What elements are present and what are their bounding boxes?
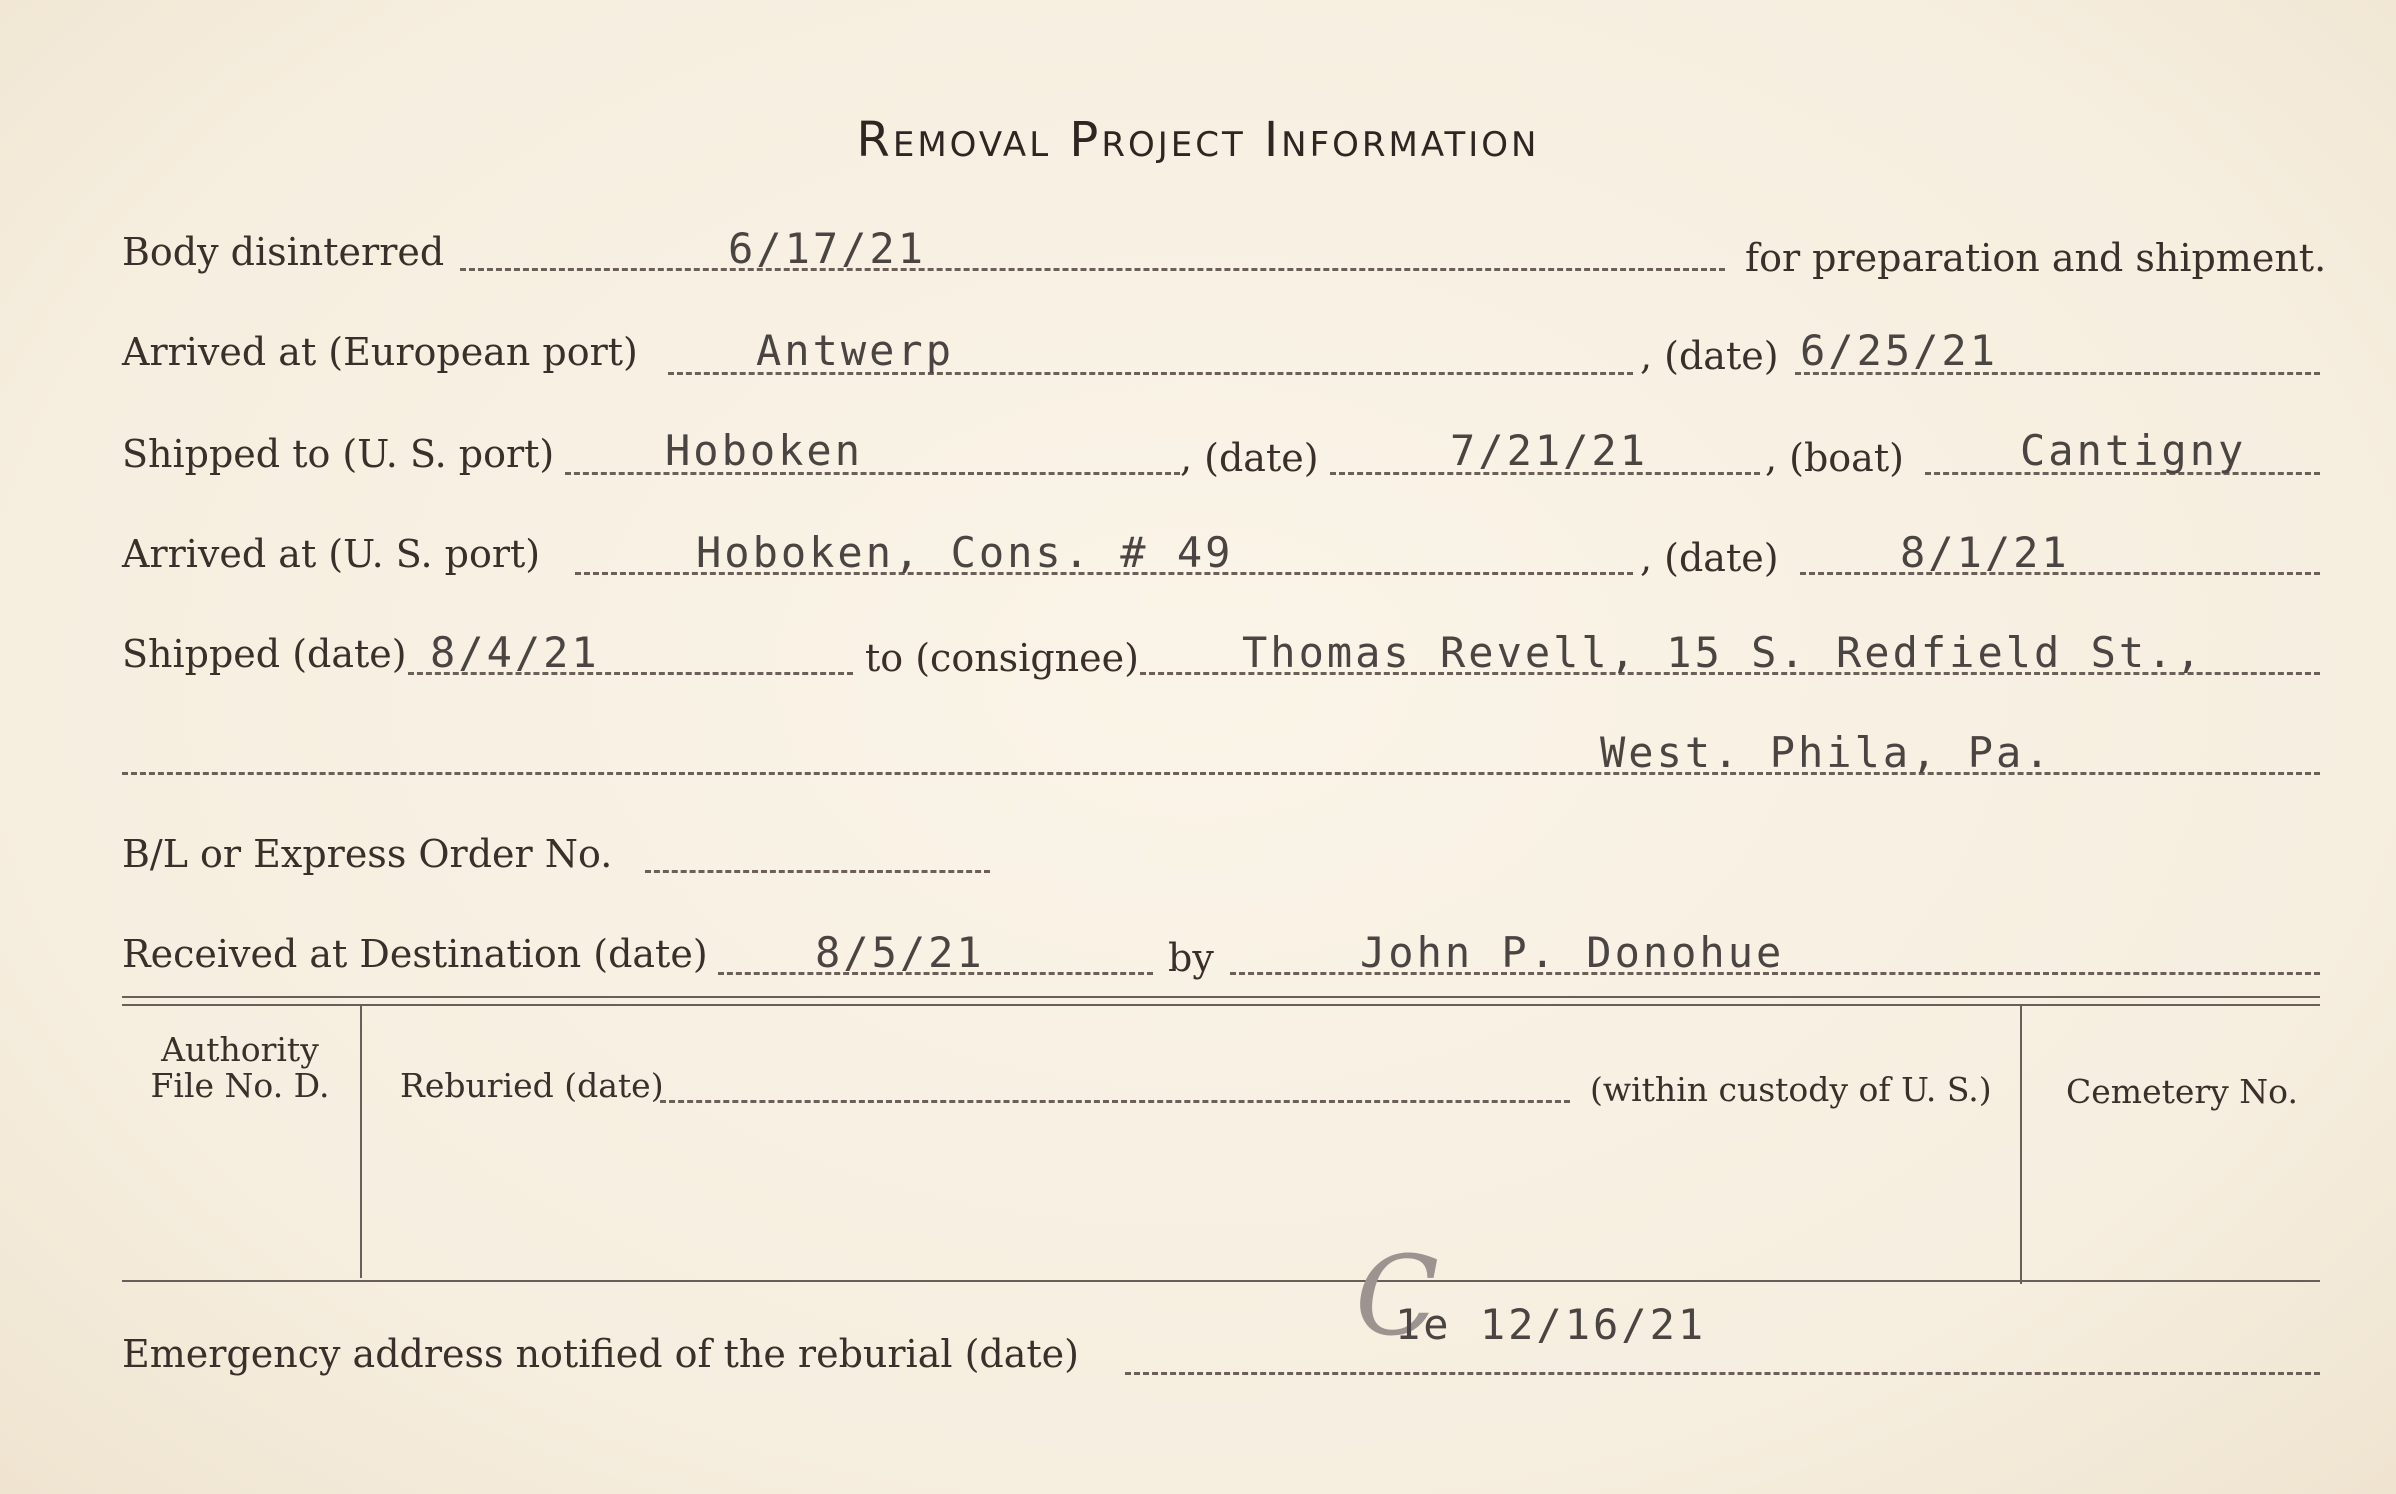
arrived-us-port: Hoboken, Cons. # 49 [696,528,1234,577]
arrived-eu-date-label: , (date) [1640,334,1779,378]
shipped-us-boat-label: , (boat) [1765,436,1904,480]
shipped-us-line [565,472,1180,475]
received-by: John P. Donohue [1360,928,1785,977]
reburied-line [660,1100,1570,1103]
shipped-us-label: Shipped to (U. S. port) [122,432,555,476]
consignee-value: Thomas Revell, 15 S. Redfield St., [1242,628,2204,677]
box-bottom-rule [122,1280,2320,1282]
emergency-label: Emergency address notified of the reburial (date) [122,1332,1079,1376]
handwritten-mark: C [1355,1232,1440,1360]
shipped-us-boat: Cantigny [2020,426,2247,475]
authority-label [130,1032,350,1104]
received-date: 8/5/21 [815,928,985,977]
box-divider-right [2020,1006,2022,1284]
authority-line2: File No. D. [150,1066,330,1105]
shipped-us-date: 7/21/21 [1450,426,1649,475]
shipped-us-port: Hoboken [665,426,864,475]
bl-line [645,870,990,873]
authority-line1: Authority [161,1030,319,1069]
received-label: Received at Destination (date) [122,932,708,976]
shipped-date: 8/4/21 [430,628,600,677]
disinterred-line [460,268,1725,271]
consignee-value-2: West. Phila, Pa. [1600,728,2053,777]
shipped-us-date-label: , (date) [1180,436,1319,480]
emergency-date: 1e 12/16/21 [1395,1300,1707,1349]
custody-label: (within custody of U. S.) [1590,1070,1992,1109]
arrived-us-label: Arrived at (U. S. port) [122,532,541,576]
arrived-eu-date: 6/25/21 [1800,326,1999,375]
cemetery-label: Cemetery No. [2066,1072,2298,1111]
box-divider-left [360,1006,362,1278]
emergency-line [1125,1372,2320,1375]
reburied-label: Reburied (date) [400,1066,664,1105]
shipped-date-label: Shipped (date) [122,632,407,676]
disinterred-suffix: for preparation and shipment. [1745,236,2327,280]
bl-label: B/L or Express Order No. [122,832,613,876]
disinterred-label: Body disinterred [122,230,445,274]
arrived-us-date: 8/1/21 [1900,528,2070,577]
consignee-label: to (consignee) [865,636,1139,680]
arrived-eu-label: Arrived at (European port) [122,330,638,374]
received-by-label: by [1168,936,1214,980]
box-top-rule [122,996,2320,998]
card-title: Removal Project Information [856,112,1540,168]
disinterred-date: 6/17/21 [728,224,927,273]
box-top-rule-2 [122,1004,2320,1006]
arrived-eu-port: Antwerp [756,326,955,375]
arrived-us-date-label: , (date) [1640,536,1779,580]
